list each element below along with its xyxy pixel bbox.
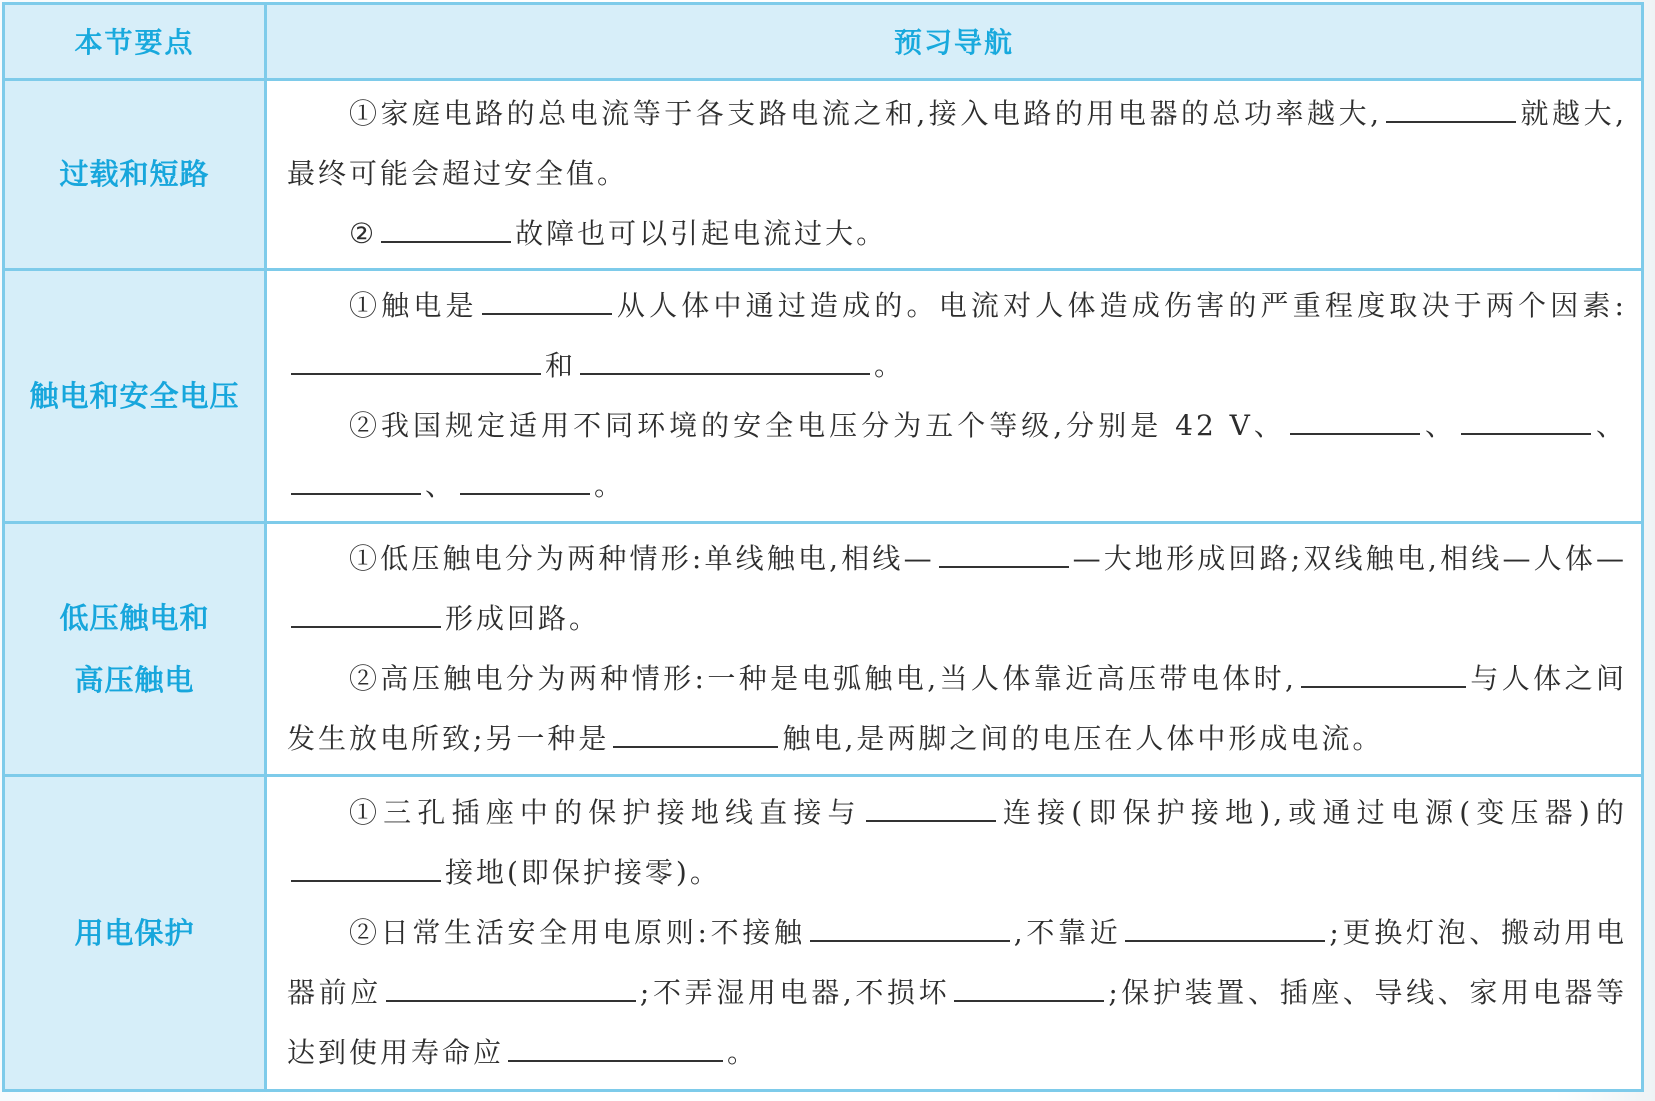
fill-in-blank[interactable] (580, 345, 870, 375)
text: ②日常生活安全用电原则:不接触 (349, 916, 806, 950)
header-preview-guide: 预习导航 (266, 4, 1643, 80)
paragraph (287, 649, 1627, 769)
fill-in-blank[interactable] (1125, 912, 1325, 942)
text: 和 (545, 348, 577, 382)
fill-in-blank[interactable] (508, 1032, 723, 1062)
fill-in-blank[interactable] (1461, 405, 1591, 435)
fill-in-blank[interactable] (482, 285, 612, 315)
text: 接地(即保护接零)。 (445, 856, 721, 890)
text: ;保护装置、插座、导线、家用电器等达到使用寿命应 (287, 976, 1627, 1070)
paragraph (287, 276, 1627, 396)
fill-in-blank[interactable] (954, 972, 1104, 1002)
text: ①触电是 (349, 288, 478, 322)
fill-in-blank[interactable] (1301, 658, 1466, 688)
row-electric-shock-safe-voltage (4, 270, 1643, 523)
text: ②我国规定适用不同环境的安全电压分为五个等级,分别是 42 V、 (349, 408, 1286, 442)
text: 形成回路。 (445, 601, 601, 635)
row-overload-short-circuit (4, 79, 1643, 269)
fill-in-blank[interactable] (1290, 405, 1420, 435)
text: 就越大,最终可能会超过安全值。 (287, 97, 1628, 191)
content-electric-shock-safe-voltage (266, 270, 1643, 523)
text: 、 (1594, 408, 1627, 442)
text: 。 (727, 1036, 759, 1070)
paragraph (287, 204, 1627, 264)
text: ② (349, 217, 378, 251)
paragraph (287, 396, 1627, 516)
text: ①家庭电路的总电流等于各支路电流之和,接入电路的用电器的总功率越大, (349, 97, 1383, 131)
key-line: 高压触电 (74, 662, 195, 697)
text: 。 (874, 348, 906, 382)
text: —大地形成回路;双线触电,相线—人体— (1072, 541, 1627, 575)
text: ①低压触电分为两种情形:单线触电,相线— (349, 541, 935, 575)
fill-in-blank[interactable] (866, 792, 996, 822)
paragraph (287, 903, 1627, 1083)
text: ;不弄湿用电器,不损坏 (639, 976, 951, 1010)
text: ,不靠近 (1013, 916, 1122, 950)
fill-in-blank[interactable] (460, 465, 590, 495)
text: 故障也可以引起电流过大。 (515, 217, 888, 251)
row-electrical-protection (4, 776, 1643, 1091)
fill-in-blank[interactable] (291, 852, 441, 882)
text: 、 (425, 468, 457, 502)
content-low-high-voltage-shock (266, 522, 1643, 776)
fill-in-blank[interactable] (939, 538, 1069, 568)
fill-in-blank[interactable] (291, 598, 441, 628)
fill-in-blank[interactable] (613, 718, 778, 748)
fill-in-blank[interactable] (1386, 93, 1516, 123)
text: ①三孔插座中的保护接地线直接与 (349, 796, 862, 830)
text: 与人体之间发生放电所致;另一种是 (287, 661, 1627, 755)
fill-in-blank[interactable] (810, 912, 1010, 942)
preview-table (2, 2, 1644, 1092)
fill-in-blank[interactable] (381, 213, 511, 243)
text: ;更换灯泡、搬动用电器前应 (287, 916, 1628, 1010)
paragraph (287, 84, 1627, 204)
fill-in-blank[interactable] (291, 465, 421, 495)
key-electrical-protection: 用电保护 (4, 776, 266, 1091)
key-overload-short-circuit: 过载和短路 (4, 79, 266, 269)
content-electrical-protection (266, 776, 1643, 1091)
key-low-high-voltage-shock (4, 522, 266, 776)
text: 、 (1423, 408, 1457, 442)
key-line: 低压触电和 (59, 600, 210, 635)
header-key-points: 本节要点 (4, 4, 266, 80)
header-row (4, 4, 1643, 80)
text: 从人体中通过造成的。电流对人体造成伤害的严重程度取决于两个因素: (615, 288, 1627, 322)
fill-in-blank[interactable] (291, 345, 541, 375)
text: 。 (594, 468, 626, 502)
key-electric-shock-safe-voltage: 触电和安全电压 (4, 270, 266, 523)
paragraph (287, 529, 1627, 649)
fill-in-blank[interactable] (386, 972, 636, 1002)
text: ②高压触电分为两种情形:一种是电弧触电,当人体靠近高压带电体时, (349, 661, 1297, 695)
row-low-high-voltage-shock (4, 522, 1643, 776)
paragraph (287, 783, 1627, 903)
text: 连接(即保护接地),或通过电源(变压器)的 (999, 796, 1627, 830)
content-overload-short-circuit (266, 79, 1643, 269)
text: 触电,是两脚之间的电压在人体中形成电流。 (782, 721, 1384, 755)
